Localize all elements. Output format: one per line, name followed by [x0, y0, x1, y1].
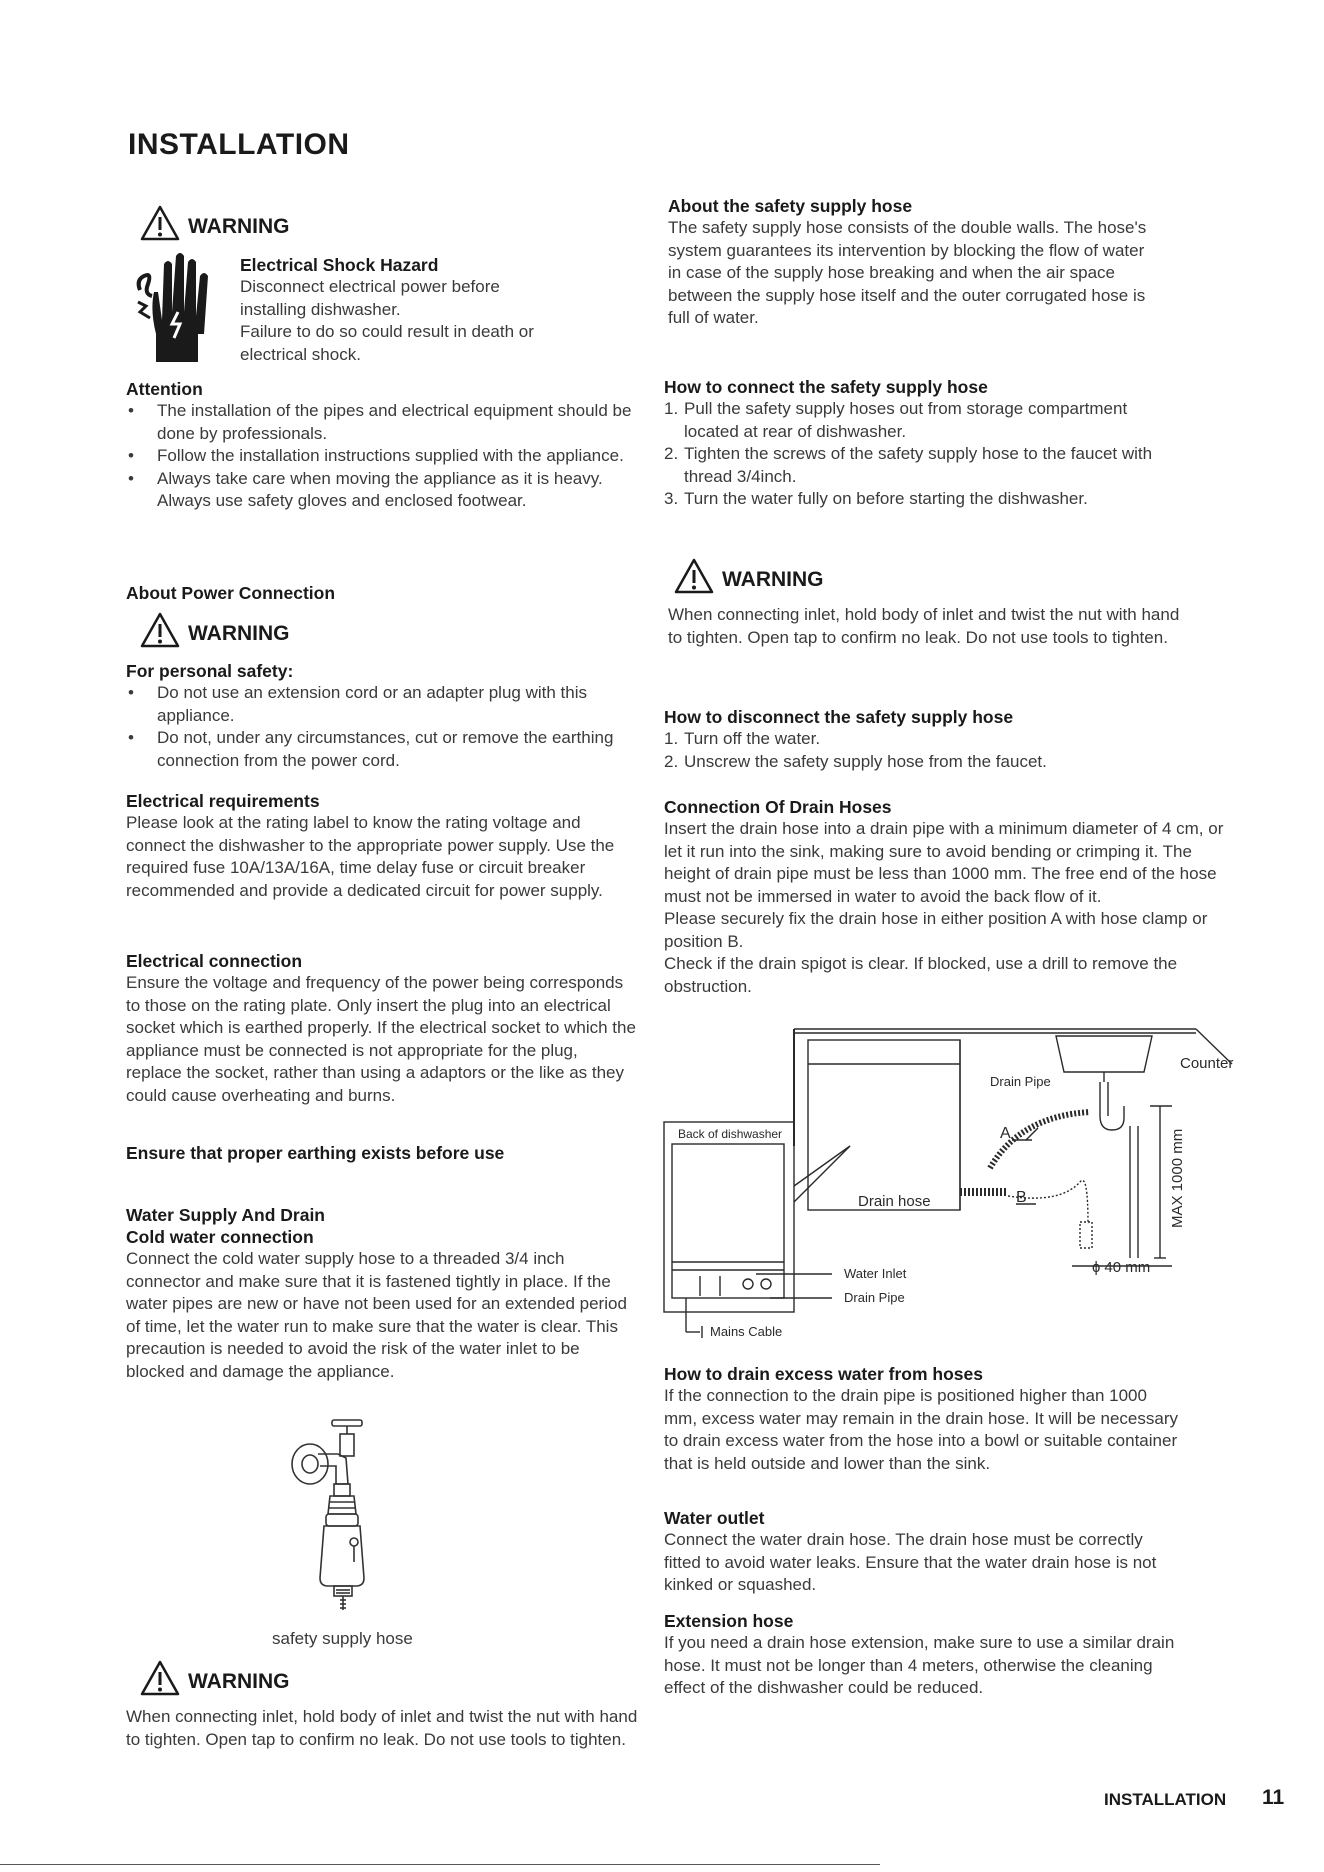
- drain-hoses-text: Insert the drain hose into a drain pipe with a minimum diameter of 4 cm, or let it run into the sink, making sure to avoid bending or crimping it. The height of drain pipe must be less than 1000 mm. The free end of the hose must not be immersed in water to avoid the back flow of it.: [664, 819, 1224, 906]
- bottom-warning-header: [140, 1660, 290, 1696]
- bottom-rule: [0, 1864, 880, 1865]
- bottom-warning-text: When connecting inlet, hold body of inlet and twist the nut with hand to tighten. Open tap to confirm no leak. Do not use tools to tighten.: [126, 1707, 638, 1749]
- cold-water-text: Connect the cold water supply hose to a threaded 3/4 inch connector and make sure that it is fastened tightly in place. If the water pipes are new or have not been used for an extended period of time, let the water run to make sure that the water is clear. This precaution is needed to avoid the risk of the water inlet to be blocked and damage the appliance.: [126, 1249, 627, 1381]
- hazard-line-3: Failure to do so could result in death or: [240, 322, 534, 341]
- label-mains-cable: Mains Cable: [710, 1324, 783, 1339]
- warning-triangle-icon: [140, 612, 180, 648]
- about-safety-hose-heading: About the safety supply hose: [668, 196, 913, 216]
- attention-section: [126, 378, 636, 513]
- extension-hose-text: If you need a drain hose extension, make sure to use a similar drain hose. It must not be longer than 4 meters, otherwise the cleaning effect of the dishwasher could be reduced.: [664, 1633, 1175, 1697]
- label-drain-pipe: Drain Pipe: [990, 1074, 1051, 1089]
- electrical-requirements-heading: Electrical requirements: [126, 791, 320, 811]
- water-outlet-section: [664, 1507, 1184, 1597]
- warning-label: WARNING: [188, 215, 290, 238]
- attention-item-3: • Always take care when moving the appliance as it is heavy. Always use safety gloves and enclosed footwear.: [126, 468, 636, 513]
- personal-safety-section: [126, 660, 636, 772]
- right-warning-text: When connecting inlet, hold body of inlet and twist the nut with hand to tighten. Open tap to confirm no leak. Do not use tools to tighten.: [668, 605, 1180, 647]
- safety-supply-hose-caption: safety supply hose: [272, 1629, 413, 1648]
- connect-step-1: 1. Pull the safety supply hoses out from storage compartment located at rear of dishwasher.: [664, 399, 1128, 441]
- personal-safety-heading: For personal safety:: [126, 661, 294, 681]
- warning-label: WARNING: [722, 568, 824, 591]
- warning-triangle-icon: [140, 205, 180, 241]
- attention-item-1: • The installation of the pipes and electrical equipment should be done by professionals.: [126, 400, 636, 445]
- label-diameter: ɸ 40 mm: [1092, 1259, 1151, 1276]
- hazard-title: Electrical Shock Hazard: [240, 255, 439, 275]
- electrical-connection-text: Ensure the voltage and frequency of the power being corresponds to those on the rating plate. Only insert the plug into an electrical socket which is earthed properly. If the electrical socket to which the appliance must be connected is not appropriate for the plug, replace the socket, rather than using a adaptors or the like as they could cause overheating and burns.: [126, 973, 636, 1105]
- drain-hoses-heading: Connection Of Drain Hoses: [664, 797, 892, 817]
- label-drain-hose: Drain hose: [858, 1193, 931, 1210]
- electrical-connection-heading: Electrical connection: [126, 951, 303, 971]
- label-counter: Counter: [1180, 1055, 1234, 1072]
- water-supply-section: [126, 1204, 638, 1383]
- hazard-line-2: installing dishwasher.: [240, 299, 401, 319]
- footer-section-label: INSTALLATION: [1104, 1790, 1227, 1809]
- water-outlet-heading: Water outlet: [664, 1508, 765, 1528]
- safety-item-2: • Do not, under any circumstances, cut or remove the earthing connection from the power cord.: [126, 727, 636, 772]
- label-back-of-dishwasher: Back of dishwasher: [678, 1127, 783, 1141]
- right-warning-header: [674, 558, 824, 594]
- hazard-line-4: electrical shock.: [240, 344, 361, 364]
- water-supply-heading: Water Supply And Drain: [126, 1205, 325, 1225]
- warning-label: WARNING: [188, 1670, 290, 1693]
- disconnect-hose-heading: How to disconnect the safety supply hose: [664, 707, 1014, 727]
- connect-hose-section: [664, 376, 1174, 511]
- drain-hoses-section: [664, 796, 1224, 998]
- disconnect-step-1: 1. Turn off the water.: [664, 729, 821, 748]
- safety-item-1: • Do not use an extension cord or an adapter plug with this appliance.: [126, 682, 636, 727]
- electrical-requirements-section: [126, 790, 638, 902]
- disconnect-hose-section: [664, 706, 1174, 773]
- drain-installation-diagram: [660, 1026, 1280, 1346]
- shock-hazard-block: [240, 254, 640, 366]
- about-safety-hose-section: [668, 195, 1158, 330]
- electrical-requirements-text: Please look at the rating label to know the rating voltage and connect the dishwasher to the appropriate power supply. Use the required fuse 10A/13A/16A, time delay fuse or circuit breaker recommended and provide a dedicated circuit for power supply.: [126, 813, 615, 900]
- label-position-b: B: [1016, 1189, 1027, 1206]
- disconnect-step-2: 2. Unscrew the safety supply hose from the faucet.: [664, 751, 1047, 771]
- warning-label: WARNING: [188, 622, 290, 645]
- attention-heading: Attention: [126, 379, 203, 399]
- label-water-inlet: Water Inlet: [844, 1266, 907, 1281]
- warning-triangle-icon: [140, 1660, 180, 1696]
- about-safety-hose-text: The safety supply hose consists of the double walls. The hose's system guarantees its intervention by blocking the flow of water in case of the supply hose breaking and when the air space between the supply hose itself and the outer corrugated hose is full of water.: [668, 218, 1147, 327]
- drain-hoses-text-3: Check if the drain spigot is clear. If blocked, use a drill to remove the obstruction.: [664, 954, 1178, 996]
- warning-header: [140, 205, 290, 241]
- label-max-height: MAX 1000 mm: [1169, 1128, 1186, 1228]
- excess-water-heading: How to drain excess water from hoses: [664, 1364, 983, 1384]
- label-position-a: A: [1000, 1125, 1011, 1142]
- attention-item-2: • Follow the installation instructions supplied with the appliance.: [126, 445, 636, 468]
- extension-hose-heading: Extension hose: [664, 1611, 794, 1631]
- connect-step-3: 3. Turn the water fully on before starting the dishwasher.: [664, 489, 1088, 508]
- warning-triangle-icon: [674, 558, 714, 594]
- extension-hose-section: [664, 1610, 1184, 1700]
- electrical-connection-section: [126, 950, 638, 1107]
- power-warning-header: [140, 612, 290, 648]
- page-number: 11: [1262, 1786, 1285, 1809]
- hazard-line-1: Disconnect electrical power before: [240, 277, 500, 296]
- cold-water-heading: Cold water connection: [126, 1227, 314, 1247]
- drain-hoses-text-2: Please securely fix the drain hose in either position A with hose clamp or position B.: [664, 909, 1208, 951]
- label-drain-pipe-inset: Drain Pipe: [844, 1290, 905, 1305]
- earthing-note: Ensure that proper earthing exists before use: [126, 1143, 505, 1163]
- excess-water-text: If the connection to the drain pipe is positioned higher than 1000 mm, excess water may remain in the drain hose. It will be necessary to drain excess water from the hose into a bowl or suitable container that is held outside and lower than the sink.: [664, 1386, 1178, 1473]
- page-title: INSTALLATION: [128, 128, 350, 161]
- water-outlet-text: Connect the water drain hose. The drain hose must be correctly fitted to avoid water leaks. Ensure that the water drain hose is not kinked or squashed.: [664, 1530, 1157, 1594]
- power-heading: About Power Connection: [126, 583, 336, 603]
- connect-hose-heading: How to connect the safety supply hose: [664, 377, 988, 397]
- excess-water-section: [664, 1363, 1184, 1475]
- connect-step-2: 2. Tighten the screws of the safety supply hose to the faucet with thread 3/4inch.: [664, 444, 1153, 486]
- electrical-shock-hand-icon: [134, 250, 216, 366]
- safety-supply-hose-illustration: [290, 1418, 400, 1612]
